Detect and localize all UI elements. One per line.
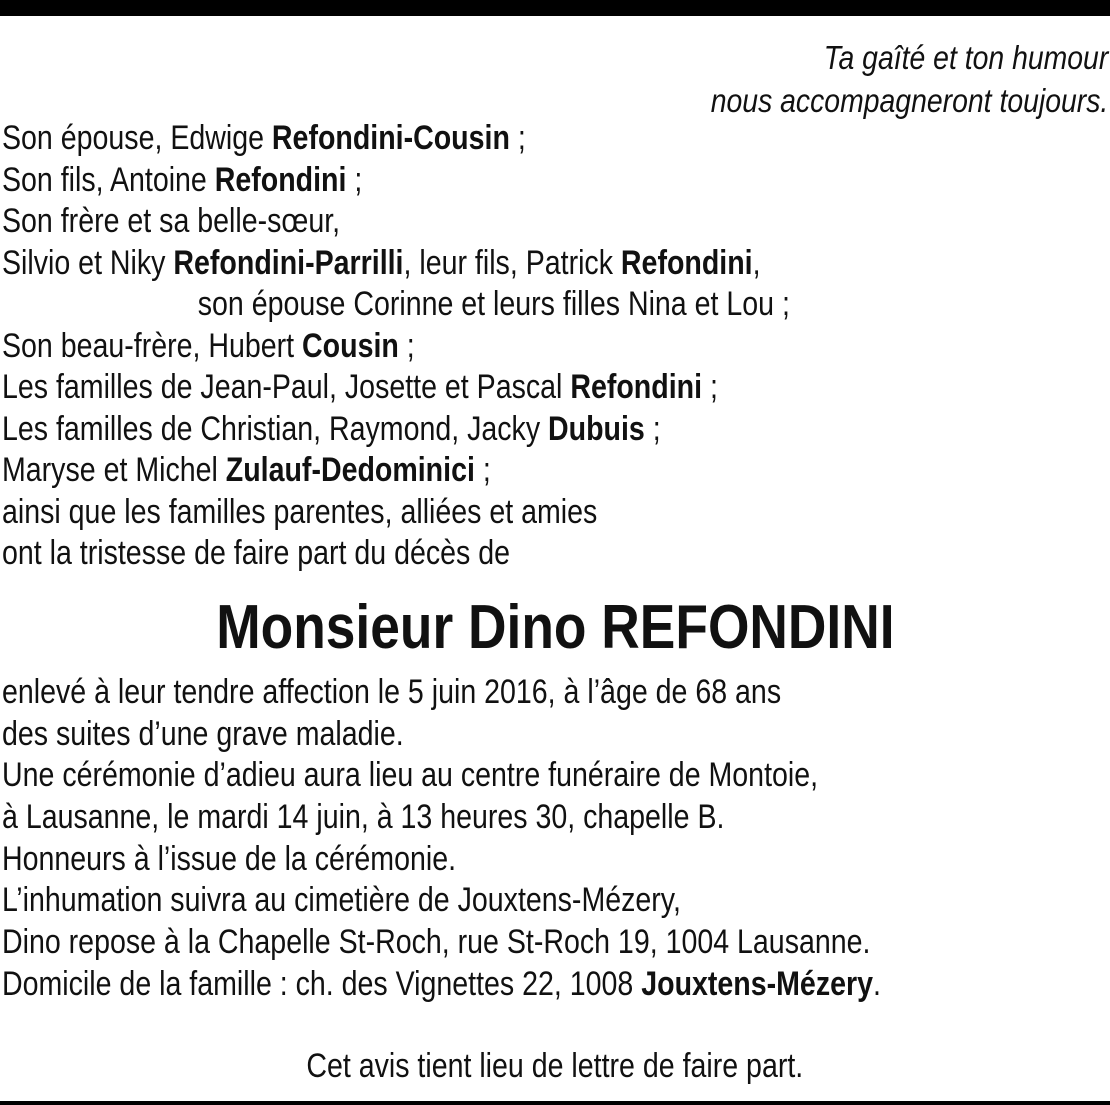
epigraph [710, 36, 1108, 122]
family-line-brother-family: son épouse Corinne et leurs filles Nina et Lou ; [197, 285, 790, 323]
family-surname: Refondini-Parrilli [173, 243, 404, 282]
family-text: ; [346, 160, 363, 199]
family-text: Son épouse, Edwige [2, 119, 272, 157]
family-surname: Cousin [302, 326, 399, 365]
family-text: ; [398, 326, 415, 365]
family-surname: Refondini-Cousin [271, 119, 510, 157]
family-text: Maryse et Michel [2, 451, 226, 489]
family-text: ; [702, 368, 718, 406]
family-surname: Refondini [570, 368, 703, 406]
details-line-repose: Dino repose à la Chapelle St-Roch, rue St-Roch 19, 1004 Lausanne. [2, 923, 871, 962]
family-text: ; [509, 119, 526, 157]
deceased-name-text: Monsieur Dino REFONDINI [215, 593, 895, 662]
family-text: , leur fils, Patrick [403, 243, 621, 282]
details-line-domicile [2, 964, 881, 1006]
family-line-brother-in-law [2, 326, 790, 368]
family-line-zulauf [2, 450, 790, 492]
family-line-families-dubuis [2, 409, 790, 451]
deceased-name-title [0, 590, 1110, 666]
family-surname: Refondini [620, 243, 753, 282]
details-line-burial: L’inhumation suivra au cimetière de Jouxtens-Mézery, [2, 881, 681, 920]
family-line-announcement: ont la tristesse de faire part du décès de [2, 534, 511, 572]
family-text: , [752, 243, 761, 282]
family-line-brother-heading: Son frère et sa belle-sœur, [2, 202, 341, 240]
family-surname: Zulauf-Dedominici [225, 451, 475, 489]
family-surname: Dubuis [548, 409, 645, 448]
family-line-son [2, 160, 790, 202]
footer-note [0, 1044, 1110, 1088]
epigraph-line-1: Ta gaîté et ton humour [823, 39, 1108, 76]
family-line-brother [2, 243, 790, 285]
details-line-cause: des suites d’une grave maladie. [2, 714, 404, 753]
family-surname: Refondini [214, 160, 347, 199]
family-line-relatives: ainsi que les familles parentes, alliées et amies [2, 492, 598, 531]
family-text: Son beau-frère, Hubert [2, 326, 303, 365]
top-rule [0, 0, 1110, 16]
details-block [2, 672, 881, 1006]
details-place: Jouxtens-Mézery [641, 964, 873, 1003]
details-text: . [872, 964, 881, 1003]
details-line-honours: Honneurs à l’issue de la cérémonie. [2, 839, 457, 878]
bottom-rule [0, 1101, 1110, 1105]
details-line-ceremony: Une cérémonie d’adieu aura lieu au centre funéraire de Montoie, [2, 756, 819, 795]
epigraph-line-2: nous accompagneront toujours. [710, 82, 1108, 119]
family-list [2, 118, 790, 575]
details-text: Domicile de la famille : ch. des Vignettes 22, 1008 [2, 964, 642, 1003]
family-text: Les familles de Jean-Paul, Josette et Pascal [2, 368, 571, 406]
family-text: Silvio et Niky [2, 243, 174, 282]
family-line-families-refondini [2, 367, 790, 409]
family-text: Son fils, Antoine [2, 160, 215, 199]
family-text: ; [474, 451, 491, 489]
footer-text: Cet avis tient lieu de lettre de faire part. [306, 1047, 804, 1085]
details-line-death: enlevé à leur tendre affection le 5 juin 2016, à l’âge de 68 ans [2, 673, 782, 711]
family-line-spouse [2, 118, 790, 160]
details-line-ceremony-time: à Lausanne, le mardi 14 juin, à 13 heures 30, chapelle B. [2, 798, 725, 837]
family-text: Les familles de Christian, Raymond, Jacky [2, 409, 549, 448]
family-text: ; [644, 409, 661, 448]
